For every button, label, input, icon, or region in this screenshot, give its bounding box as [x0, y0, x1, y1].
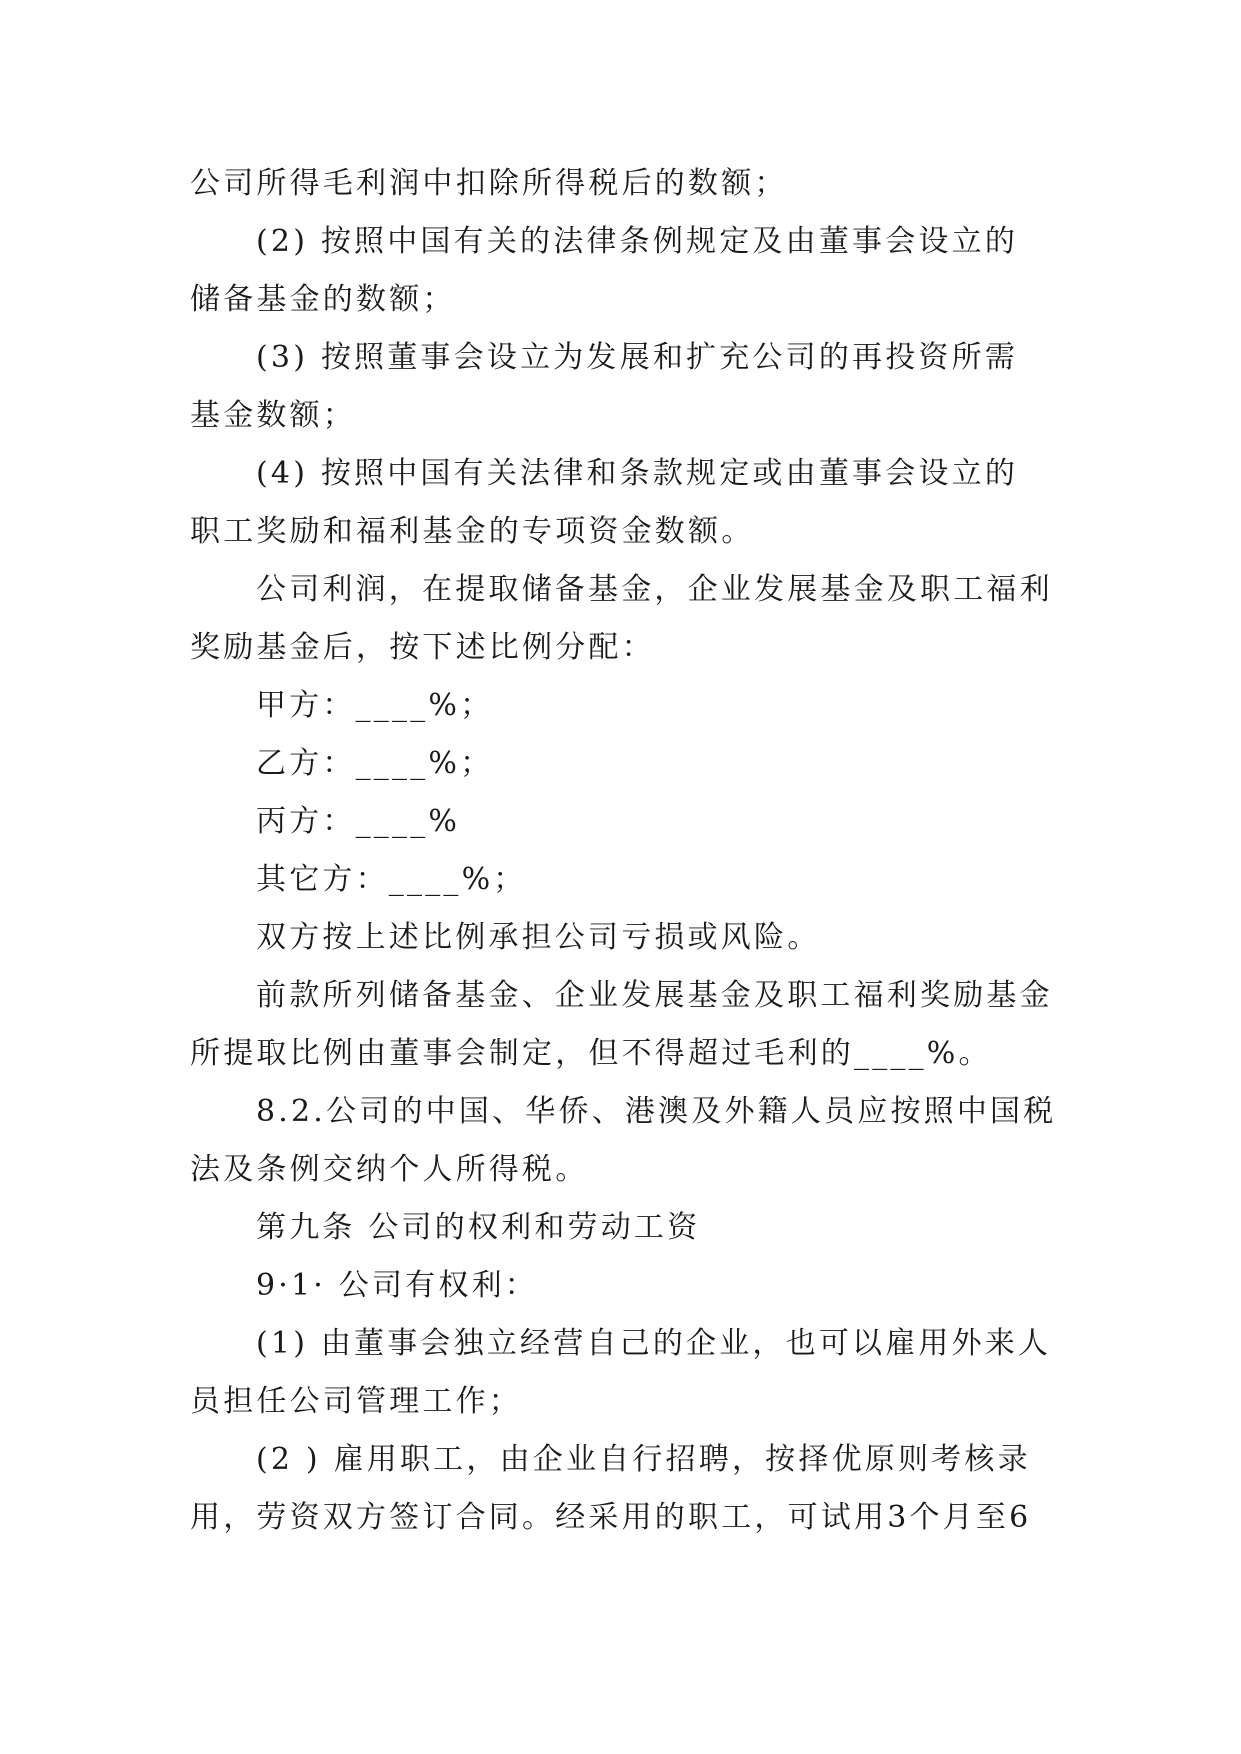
paragraph-line: 员担任公司管理工作； [190, 1384, 522, 1419]
paragraph-line: 职工奖励和福利基金的专项资金数额。 [190, 514, 755, 549]
document-body [190, 155, 1057, 1547]
paragraph-line: 公司利润，在提取储备基金，企业发展基金及职工福利 [256, 572, 1053, 607]
paragraph-line: 双方按上述比例承担公司亏损或风险。 [256, 920, 821, 955]
allocation-line-party-b: 乙方：____%； [256, 746, 494, 781]
paragraph-line: 用，劳资双方签订合同。经采用的职工，可试用3个月至6 [190, 1500, 1032, 1535]
allocation-line-other: 其它方：____%； [256, 862, 527, 897]
paragraph-line: (3) 按照董事会设立为发展和扩充公司的再投资所需 [256, 340, 1019, 375]
section-heading: 第九条 公司的权利和劳动工资 [256, 1210, 701, 1245]
allocation-line-party-a: 甲方：____%； [256, 688, 494, 723]
paragraph-line: 储备基金的数额； [190, 282, 456, 317]
paragraph-line: 所提取比例由董事会制定，但不得超过毛利的____%。 [190, 1036, 992, 1071]
paragraph-line: (4) 按照中国有关法律和条款规定或由董事会设立的 [256, 456, 1019, 491]
paragraph-line: 8.2.公司的中国、华侨、港澳及外籍人员应按照中国税 [256, 1094, 1057, 1129]
paragraph-line: 前款所列储备基金、企业发展基金及职工福利奖励基金 [256, 978, 1053, 1013]
subsection-heading: 9·1· 公司有权利： [256, 1268, 538, 1303]
paragraph-line: (1) 由董事会独立经营自己的企业，也可以雇用外来人 [256, 1326, 1052, 1361]
allocation-line-party-c: 丙方：____% [256, 804, 461, 839]
paragraph-line: 奖励基金后，按下述比例分配： [190, 630, 655, 665]
paragraph-line: 法及条例交纳个人所得税。 [190, 1152, 589, 1187]
paragraph-line: (2 ) 雇用职工，由企业自行招聘，按择优原则考核录 [256, 1442, 1031, 1477]
paragraph-line: 公司所得毛利润中扣除所得税后的数额； [190, 166, 788, 201]
paragraph-line: (2) 按照中国有关的法律条例规定及由董事会设立的 [256, 224, 1019, 259]
paragraph-line: 基金数额； [190, 398, 356, 433]
